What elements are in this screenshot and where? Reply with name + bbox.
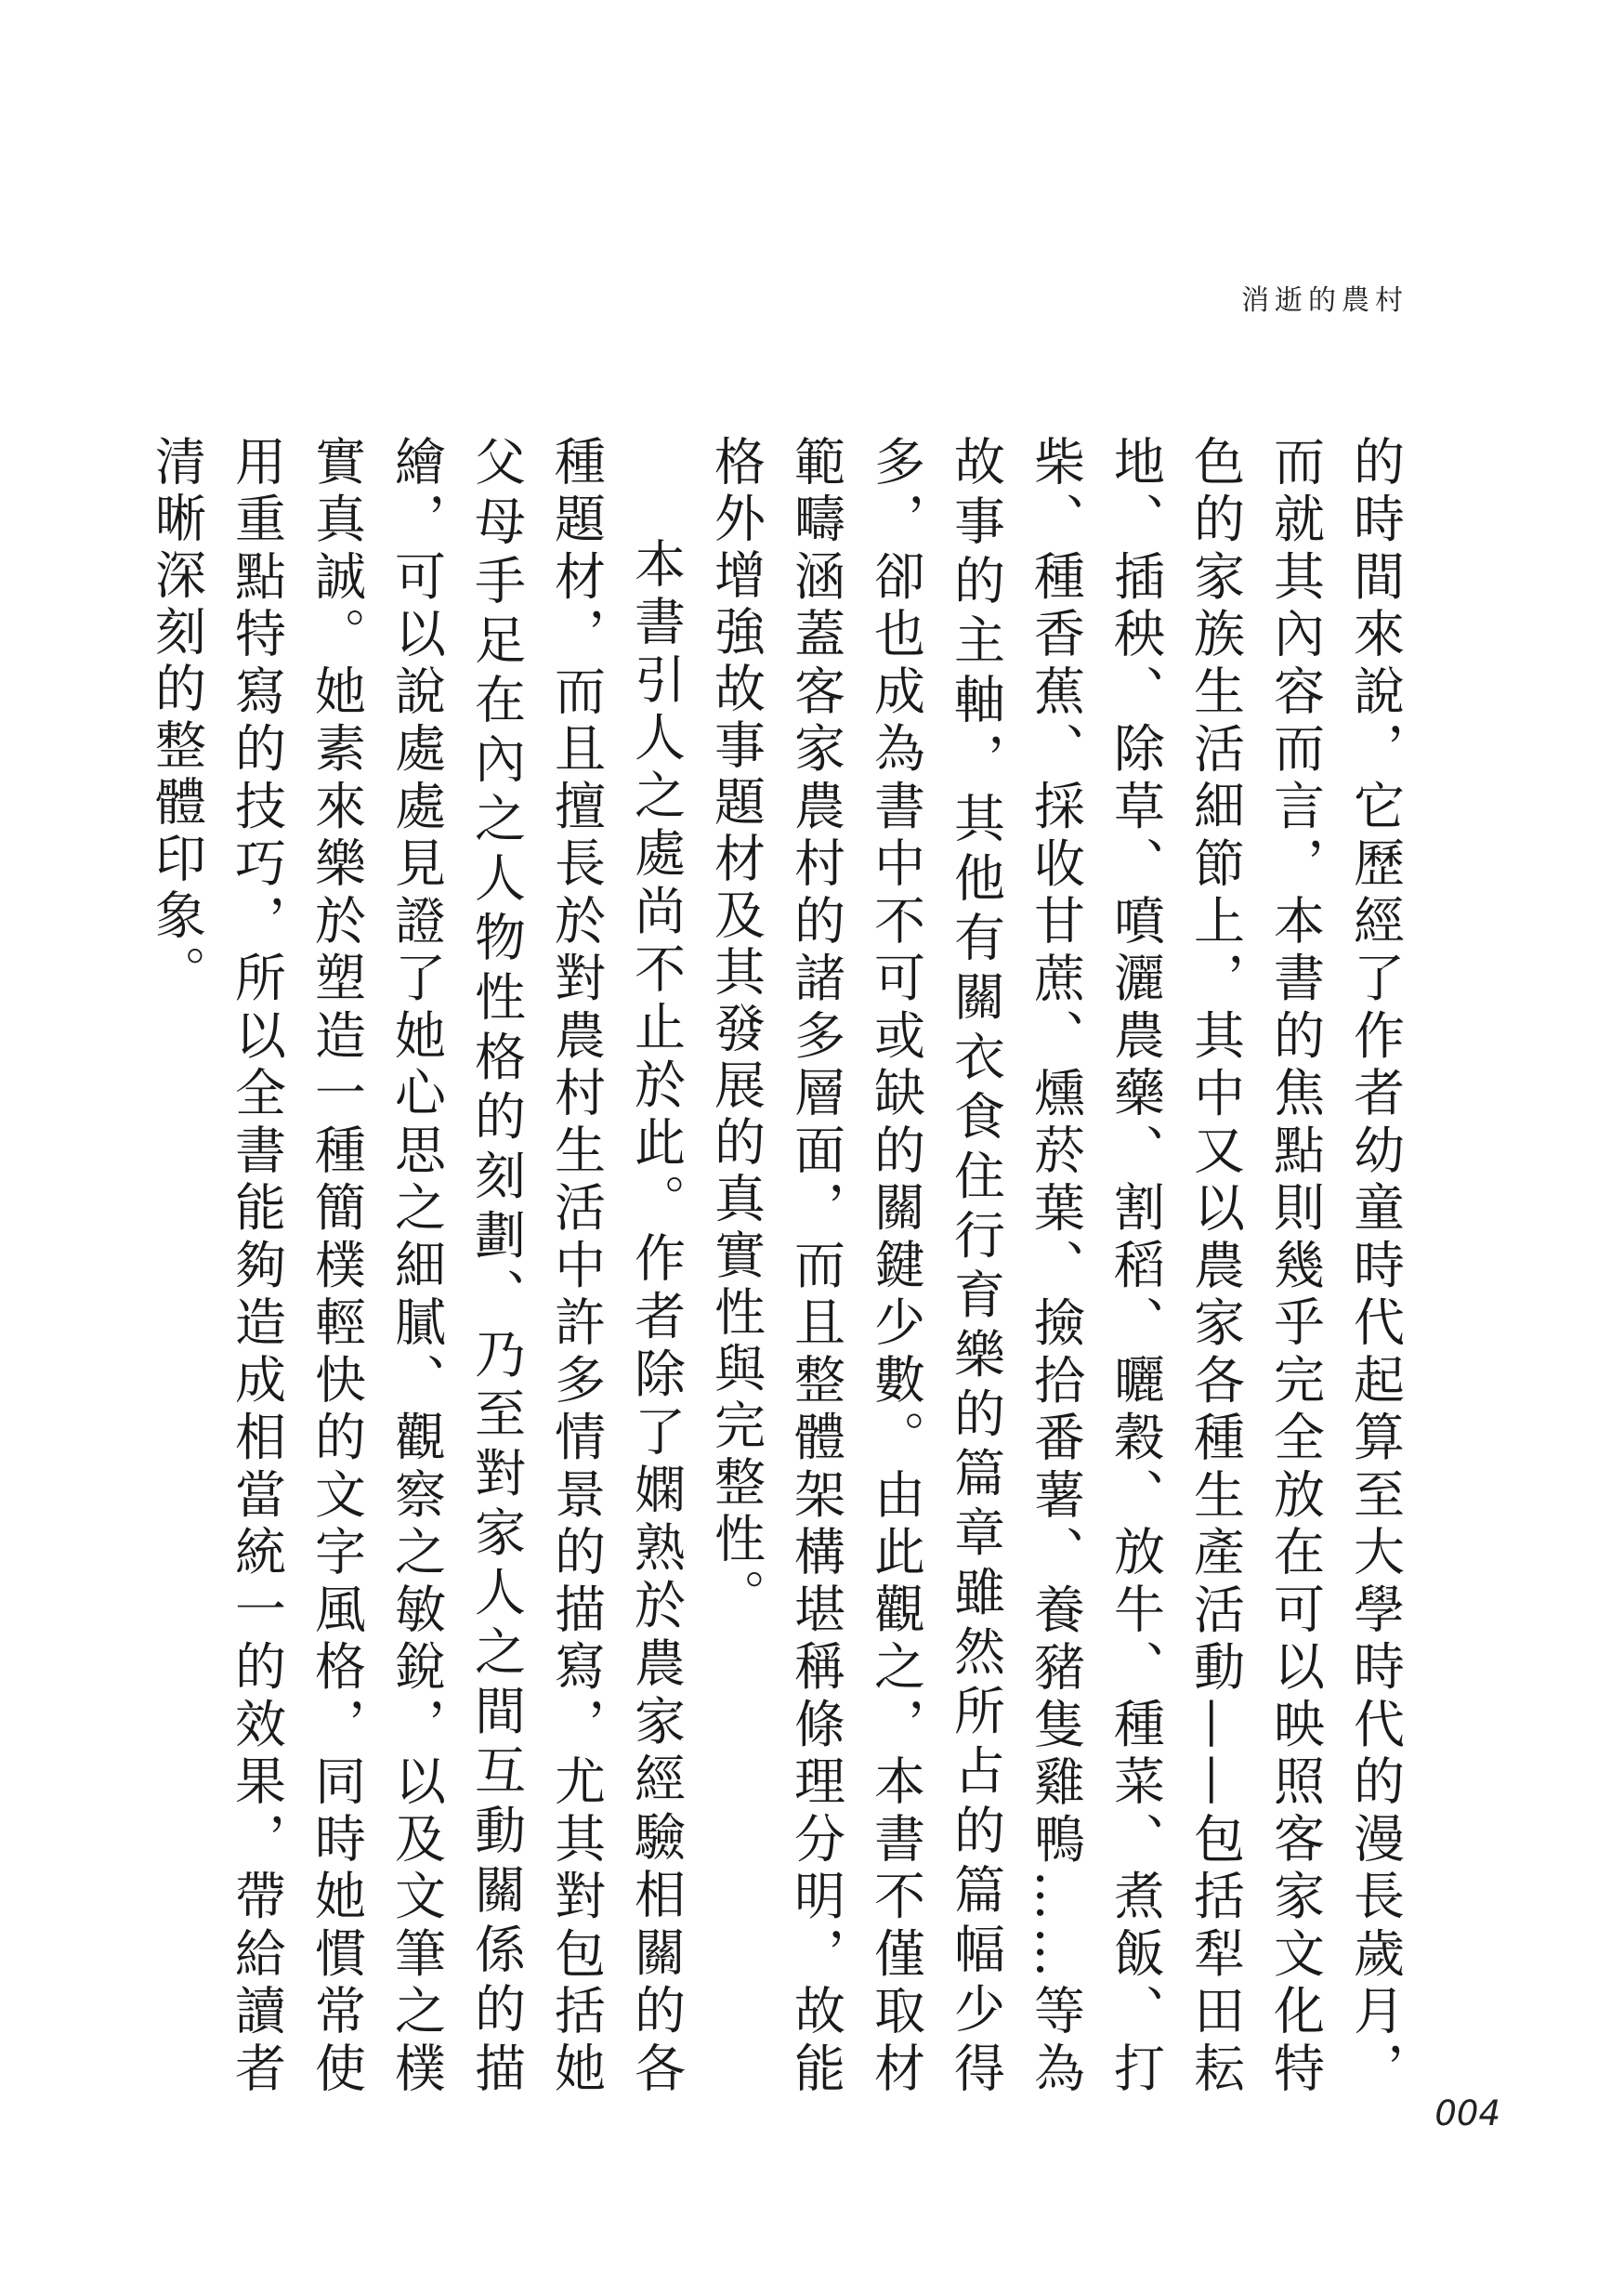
paragraph: 的時間來說，它歷經了作者幼童時代起算至大學時代的漫長歲月，而就其內容而言，本書的焦點則幾乎完全放在可以映照客家文化特色的家族生活細節上，其中又以農家各種生產活動——包括犁田耘地、插秧、除草、噴灑農藥、割稻、曬穀、放牛、種菜、煮飯、打柴、種香蕉、採收甘蔗、燻菸葉、撿拾番薯、養豬隻雞鴨……等為故事的主軸，其他有關衣食住行育樂的篇章雖然所占的篇幅少得多，卻也成為書中不可或缺的關鍵少數。由此觀之，本書不僅取材範疇涵蓋客家農村的諸多層面，而且整體架構堪稱條理分明，故能格外增強故事題材及其發展的真實性與完整性。	[706, 435, 1405, 2098]
paragraph: 本書引人之處尚不止於此。作者除了嫻熟於農家經驗相關的各種題材，而且擅長於對農村生活中許多情景的描寫，尤其對包括她父母手足在內之人物性格的刻劃、乃至對家人之間互動關係的描繪，可以說處處見證了她心思之細膩、觀察之敏銳，以及文筆之樸實真誠。她素來樂於塑造一種簡樸輕快的文字風格，同時她慣常使用重點特寫的技巧，所以全書能夠造成相當統一的效果，帶給讀者清晰深刻的整體印象。	[147, 435, 686, 2098]
body-text	[137, 435, 1415, 2098]
running-header: 消逝的農村	[1241, 284, 1408, 317]
page-number: 004	[1434, 2093, 1500, 2133]
